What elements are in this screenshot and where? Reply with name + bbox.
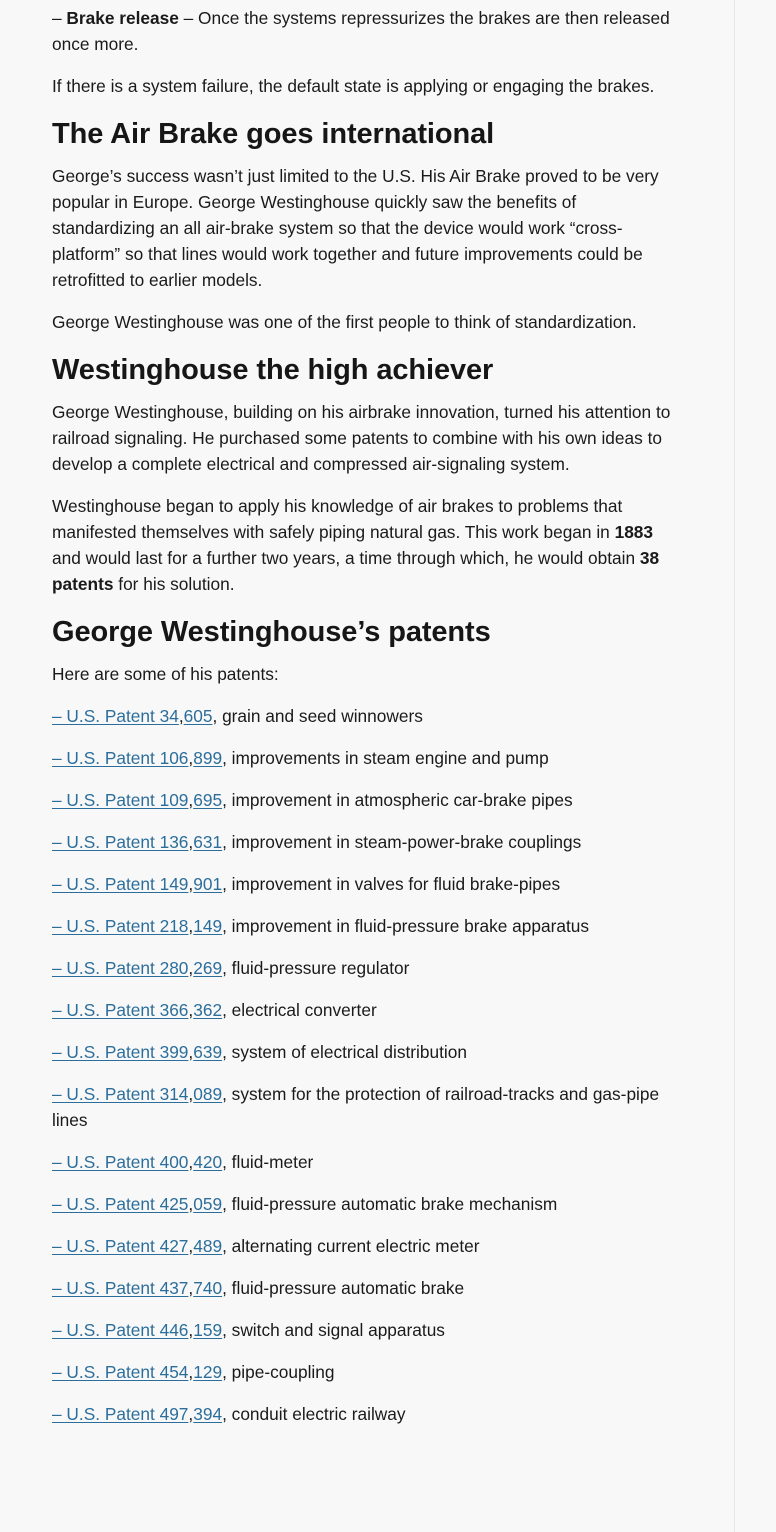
patent-link[interactable]: – U.S. Patent 427 <box>52 1236 189 1256</box>
patent-link-number[interactable]: 159 <box>193 1320 223 1340</box>
brake-release-prefix: – <box>52 8 67 28</box>
patent-link[interactable]: – U.S. Patent 400 <box>52 1152 189 1172</box>
patent-description: , fluid-meter <box>222 1152 314 1172</box>
patent-item: – U.S. Patent 400,420, fluid-meter <box>52 1152 314 1172</box>
achiever-text-part3: for his solution. <box>113 574 235 594</box>
patent-link[interactable]: – U.S. Patent 366 <box>52 1000 189 1020</box>
article-body <box>52 5 672 1443</box>
patent-item: – U.S. Patent 366,362, electrical converter <box>52 1000 377 1020</box>
patent-link[interactable]: – U.S. Patent 136 <box>52 832 189 852</box>
patent-item: – U.S. Patent 280,269, fluid-pressure regulator <box>52 958 410 978</box>
patent-link[interactable]: – U.S. Patent 149 <box>52 874 189 894</box>
page-right-divider <box>734 0 735 1532</box>
patent-description: , improvement in fluid-pressure brake apparatus <box>222 916 590 936</box>
international-paragraph-2: George Westinghouse was one of the first people to think of standardization. <box>52 312 637 332</box>
patent-link-number[interactable]: 362 <box>193 1000 223 1020</box>
patent-item: – U.S. Patent 437,740, fluid-pressure automatic brake <box>52 1278 465 1298</box>
patent-description: , pipe-coupling <box>222 1362 335 1382</box>
patent-item: – U.S. Patent 109,695, improvement in atmospheric car-brake pipes <box>52 790 573 810</box>
achiever-paragraph-2 <box>52 493 672 597</box>
patent-link[interactable]: – U.S. Patent 454 <box>52 1362 189 1382</box>
patent-description: , improvements in steam engine and pump <box>222 748 549 768</box>
patent-item: – U.S. Patent 149,901, improvement in valves for fluid brake-pipes <box>52 874 561 894</box>
patent-link[interactable]: – U.S. Patent 34 <box>52 706 179 726</box>
achiever-year: 1883 <box>614 522 654 542</box>
heading-international: The Air Brake goes international <box>52 118 495 150</box>
patent-link-number[interactable]: 129 <box>193 1362 223 1382</box>
failure-note-paragraph: If there is a system failure, the default state is applying or engaging the brakes. <box>52 76 655 96</box>
patent-description: , system of electrical distribution <box>222 1042 467 1062</box>
heading-patents: George Westinghouse’s patents <box>52 616 491 648</box>
patent-link-number[interactable]: 269 <box>193 958 223 978</box>
patent-link-number[interactable]: 059 <box>193 1194 223 1214</box>
patent-description: , fluid-pressure automatic brake <box>222 1278 465 1298</box>
patent-link[interactable]: – U.S. Patent 218 <box>52 916 189 936</box>
patent-item: – U.S. Patent 497,394, conduit electric railway <box>52 1404 406 1424</box>
patent-link-number[interactable]: 149 <box>193 916 223 936</box>
patent-link-number[interactable]: 489 <box>193 1236 223 1256</box>
patent-item: – U.S. Patent 106,899, improvements in steam engine and pump <box>52 748 549 768</box>
patent-description: , improvement in steam-power-brake couplings <box>222 832 582 852</box>
patent-link-number[interactable]: 695 <box>193 790 223 810</box>
patent-link-number[interactable]: 631 <box>193 832 223 852</box>
patent-link[interactable]: – U.S. Patent 399 <box>52 1042 189 1062</box>
patent-description: , fluid-pressure regulator <box>222 958 410 978</box>
patent-item: – U.S. Patent 136,631, improvement in steam-power-brake couplings <box>52 832 582 852</box>
patent-link[interactable]: – U.S. Patent 446 <box>52 1320 189 1340</box>
patent-link-number[interactable]: 394 <box>193 1404 223 1424</box>
brake-release-paragraph <box>52 5 672 57</box>
patent-description: , system for the protection of railroad-tracks and gas-pipe lines <box>52 1084 660 1130</box>
patent-description: , electrical converter <box>222 1000 377 1020</box>
patent-item: – U.S. Patent 454,129, pipe-coupling <box>52 1362 335 1382</box>
achiever-text-part2: and would last for a further two years, a time through which, he would obtain <box>52 548 640 568</box>
patent-link[interactable]: – U.S. Patent 280 <box>52 958 189 978</box>
achiever-paragraph-1: George Westinghouse, building on his airbrake innovation, turned his attention to railroad signaling. He purchased some patents to combine with his own ideas to develop a complete electrical and compressed air-signaling system. <box>52 402 671 474</box>
patent-link[interactable]: – U.S. Patent 109 <box>52 790 189 810</box>
patent-item: – U.S. Patent 427,489, alternating current electric meter <box>52 1236 480 1256</box>
patent-item: – U.S. Patent 446,159, switch and signal apparatus <box>52 1320 445 1340</box>
patent-link[interactable]: – U.S. Patent 106 <box>52 748 189 768</box>
achiever-patent-count: 38 patents <box>52 548 660 594</box>
patent-description: , alternating current electric meter <box>222 1236 480 1256</box>
patent-list <box>52 703 672 1427</box>
patent-link-number[interactable]: 420 <box>193 1152 223 1172</box>
patent-link[interactable]: – U.S. Patent 437 <box>52 1278 189 1298</box>
patent-description: , grain and seed winnowers <box>212 706 423 726</box>
patent-description: , fluid-pressure automatic brake mechanism <box>222 1194 558 1214</box>
heading-achiever: Westinghouse the high achiever <box>52 354 494 386</box>
patent-link[interactable]: – U.S. Patent 314 <box>52 1084 189 1104</box>
patent-description: , conduit electric railway <box>222 1404 406 1424</box>
patent-link[interactable]: – U.S. Patent 425 <box>52 1194 189 1214</box>
patent-link[interactable]: – U.S. Patent 497 <box>52 1404 189 1424</box>
patents-intro: Here are some of his patents: <box>52 664 279 684</box>
patent-item: – U.S. Patent 218,149, improvement in fluid-pressure brake apparatus <box>52 916 590 936</box>
patent-link-number[interactable]: 639 <box>193 1042 223 1062</box>
patent-item: – U.S. Patent 399,639, system of electrical distribution <box>52 1042 467 1062</box>
achiever-text-part1: Westinghouse began to apply his knowledge of air brakes to problems that manifested themselves with safely piping natural gas. This work began in <box>52 496 623 542</box>
patent-link-number[interactable]: 740 <box>193 1278 223 1298</box>
patent-description: , improvement in atmospheric car-brake pipes <box>222 790 573 810</box>
patent-link-number[interactable]: 089 <box>193 1084 223 1104</box>
patent-item: – U.S. Patent 425,059, fluid-pressure automatic brake mechanism <box>52 1194 558 1214</box>
patent-description: , switch and signal apparatus <box>222 1320 445 1340</box>
patent-link-number[interactable]: 899 <box>193 748 223 768</box>
brake-release-text: – Once the systems repressurizes the brakes are then released once more. <box>52 8 670 54</box>
patent-description: , improvement in valves for fluid brake-pipes <box>222 874 561 894</box>
patent-link-number[interactable]: 605 <box>183 706 213 726</box>
patent-item: – U.S. Patent 34,605, grain and seed winnowers <box>52 706 423 726</box>
international-paragraph-1: George’s success wasn’t just limited to the U.S. His Air Brake proved to be very popular in Europe. George Westinghouse quickly saw the benefits of standardizing an all air-brake system so that the device would work “cross-platform” so that lines would work together and future improvements could be retrofitted to earlier models. <box>52 166 659 290</box>
patent-link-number[interactable]: 901 <box>193 874 223 894</box>
brake-release-label: Brake release <box>66 8 179 28</box>
patent-item: – U.S. Patent 314,089, system for the protection of railroad-tracks and gas-pipe lines <box>52 1084 660 1130</box>
